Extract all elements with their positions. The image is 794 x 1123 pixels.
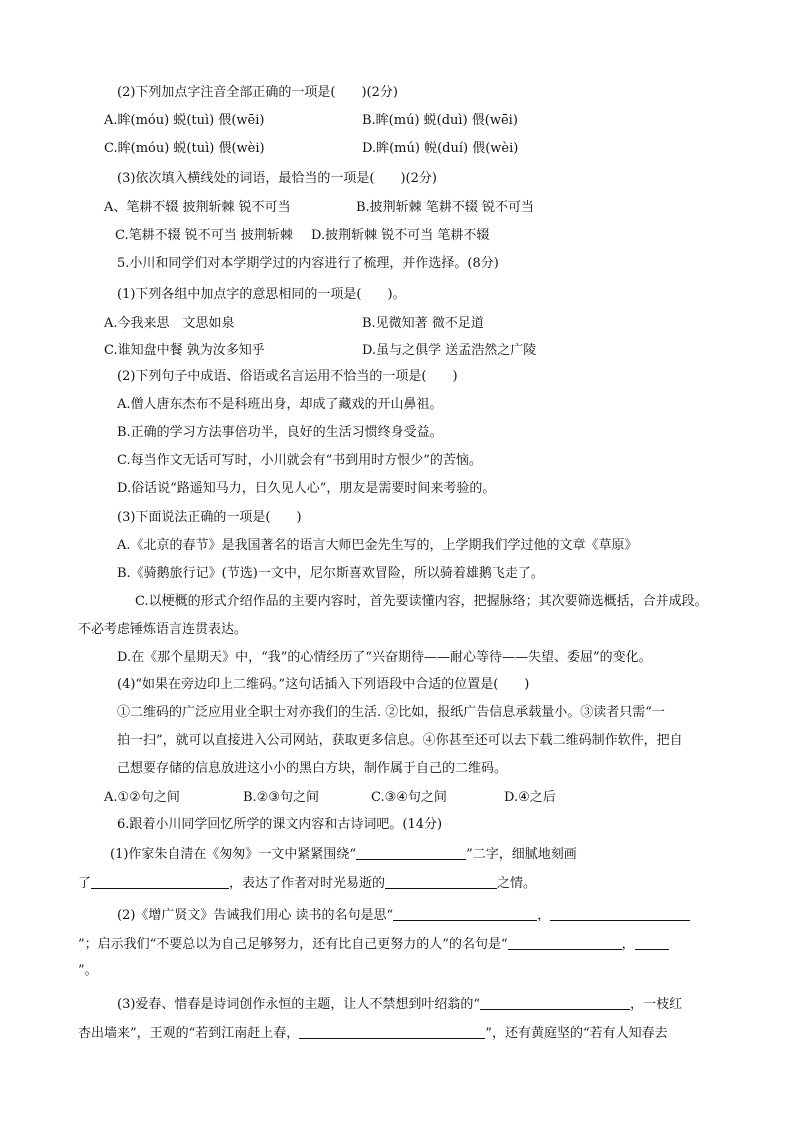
q5-2-question: (2)下列句子中成语、俗语或名言运用不恰当的一项是( ) (117, 369, 458, 384)
q4-3-option-c: C.笔耕不辍 锐不可当 披荆斩棘 (115, 228, 293, 243)
q5-4-passage-1: ①二维码的广泛应用业全职士对亦我们的生活. ②比如，报纸广告信息承载量小。③读者只需“一 (117, 705, 665, 720)
q6-2-text-a: (2)《增广贤文》告诫我们用心 读书的名句是思“ (117, 908, 394, 923)
q6-1-text-c: 了 (78, 876, 92, 891)
q6-1-line2 (78, 874, 536, 893)
q5-1-question: (1)下列各组中加点字的意思相同的一项是( )。 (117, 287, 406, 302)
q5-4-passage-3: 己想要存储的信息放进这小小的黑白方块，制作属于自己的二维码。 (117, 761, 508, 776)
q4-2-option-d: D.眸(mú) 帨(duí) 偎(wèi) (362, 141, 519, 156)
q6-2-blank-3[interactable] (508, 935, 622, 950)
q5-3-option-c-cont: 不必考虑锤炼语言连贯表达。 (78, 622, 248, 637)
q4-3-question: (3)依次填入横线处的词语，最恰当的一项是( )(2分) (117, 171, 437, 186)
q6-title: 6.跟着小川同学回忆所学的课文内容和古诗词吧。(14分) (117, 817, 443, 832)
q4-2-option-b: B.眸(mú) 蜕(duì) 偎(wēi) (362, 113, 518, 128)
q6-3-blank-1[interactable] (480, 995, 630, 1010)
q6-2-line2 (78, 935, 669, 954)
q6-2-line1 (117, 906, 690, 925)
q4-2-option-a: A.眸(móu) 蜕(tuì) 偎(wēi) (104, 113, 265, 128)
q6-3-text-a: (3)爱春、惜春是诗词创作永恒的主题，让人不禁想到叶绍翁的“ (117, 997, 481, 1012)
q5-1-option-a: A.今我来思 文思如泉 (104, 316, 235, 331)
q6-2-text-c: ”；启示我们“不要总以为自己足够努力，还有比自己更努力的人”的名句是“ (78, 937, 508, 952)
q6-3-text-b: ，一枝红 (630, 997, 683, 1012)
q6-1-blank-2[interactable] (91, 874, 229, 889)
q4-3-option-b: B.披荆斩棘 笔耕不辍 锐不可当 (356, 200, 534, 215)
q5-3-option-a: A.《北京的春节》是我国著名的语言大师巴金先生写的，上学期我们学过他的文章《草原》 (117, 538, 638, 553)
q6-1-text-b: ”二字，细腻地刻画 (466, 847, 577, 862)
q5-4-option-b: B.②③句之间 (243, 790, 319, 805)
q5-4-passage-2: 拍一扫”，就可以直接进入公司网站，获取更多信息。④你甚至还可以去下载二维码制作软件，把自 (117, 733, 683, 748)
q5-1-option-b: B.见微知著 微不足道 (362, 316, 484, 331)
q5-4-option-a: A.①②句之间 (104, 790, 180, 805)
q5-4-option-c: C.③④句之间 (371, 790, 447, 805)
q6-1-text-a: (1)作家朱自清在《匆匆》一文中紧紧围绕“ (110, 847, 357, 862)
q6-1-line1 (110, 845, 577, 864)
q4-3-option-a: A、笔耕不辍 披荆斩棘 锐不可当 (104, 200, 291, 215)
q6-2-blank-1[interactable] (393, 906, 537, 921)
q6-2-text-e: ”。 (78, 963, 98, 978)
q4-2-question: (2)下列加点字注音全部正确的一项是( )(2分) (117, 85, 398, 100)
q6-2-blank-4[interactable] (635, 935, 669, 950)
q5-1-option-d: D.虽与之俱学 送孟浩然之广陵 (362, 343, 537, 358)
q4-2-option-c: C.眸(móu) 蜕(tuì) 偎(wèi) (104, 141, 265, 156)
q5-3-question: (3)下面说法正确的一项是( ) (117, 510, 302, 525)
q5-2-option-c: C.每当作文无话可写时，小川就会有“书到用时方恨少”的苦恼。 (117, 453, 482, 468)
q5-2-option-b: B.正确的学习方法事倍功半，良好的生活习惯终身受益。 (117, 425, 443, 440)
q5-2-option-a: A.僧人唐东杰布不是科班出身，却成了藏戏的开山鼻祖。 (117, 397, 443, 412)
q5-2-option-d: D.俗话说“路遥知马力，日久见人心”，朋友是需要时间来考验的。 (117, 481, 496, 496)
q5-3-option-c: C.以梗概的形式介绍作品的主要内容时，首先要读懂内容，把握脉络；其次要筛选概括，合并成段。 (135, 594, 708, 609)
q6-2-text-b: ， (537, 908, 551, 923)
q6-3-text-d: ”，还有黄庭坚的“若有人知春去 (485, 1026, 668, 1041)
q6-3-text-c: 杏出墙来”，王观的“若到江南赶上春， (78, 1026, 300, 1041)
q6-3-line2 (78, 1024, 668, 1043)
q6-1-text-d: ，表达了作者对时光易逝的 (229, 876, 386, 891)
q6-2-blank-2[interactable] (550, 906, 690, 921)
q4-3-option-d: D.披荆斩棘 锐不可当 笔耕不辍 (311, 228, 490, 243)
q6-3-blank-2[interactable] (299, 1024, 485, 1039)
q5-4-option-d: D.④之后 (504, 790, 556, 805)
q6-1-text-e: 之情。 (497, 876, 537, 891)
q5-title: 5.小川和同学们对本学期学过的内容进行了梳理，并作选择。(8分) (117, 256, 499, 271)
q6-1-blank-1[interactable] (356, 845, 466, 860)
q6-2-text-d: ， (621, 937, 635, 952)
q5-3-option-b: B.《骑鹅旅行记》(节选)一文中，尼尔斯喜欢冒险，所以骑着雄鹅飞走了。 (117, 566, 544, 581)
q5-4-question: (4)“如果在旁边印上二维码。”这句话插入下列语段中合适的位置是( ) (117, 677, 530, 692)
q5-1-option-c: C.谁知盘中餐 孰为汝多知乎 (104, 343, 265, 358)
q6-1-blank-3[interactable] (385, 874, 497, 889)
q5-3-option-d: D.在《那个星期天》中，“我”的心情经历了“兴奋期待——耐心等待——失望、委屈”的变化。 (117, 650, 652, 665)
q6-3-line1 (117, 995, 682, 1014)
